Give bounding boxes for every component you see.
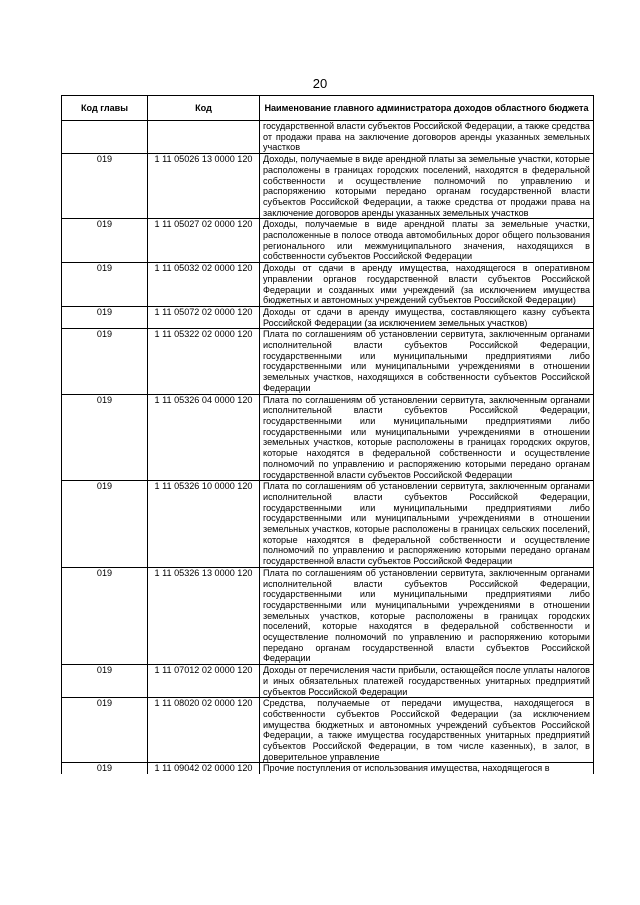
- code-cell: 1 11 05072 02 0000 120: [148, 306, 260, 328]
- code-cell: 1 11 08020 02 0000 120: [148, 698, 260, 763]
- chapter-code-cell: 019: [62, 665, 148, 698]
- description-cell: Плата по соглашениям об установлении сервитута, заключенным органами исполнительной власти субъектов Российской Федерации, государственными или муниципальными предприятиями либо государственными или муниципальными учреждениями в отношении земельных участков, находящихся в собственности субъектов Российской Федерации: [260, 329, 594, 394]
- code-cell: 1 11 07012 02 0000 120: [148, 665, 260, 698]
- table-row: [62, 154, 594, 219]
- table-row: [62, 665, 594, 698]
- code-cell: 1 11 05032 02 0000 120: [148, 263, 260, 307]
- chapter-code-cell: 019: [62, 154, 148, 219]
- header-name: Наименование главного администратора доходов областного бюджета: [260, 96, 594, 121]
- description-cell: Плата по соглашениям об установлении сервитута, заключенным органами исполнительной власти субъектов Российской Федерации, государственными или муниципальными предприятиями либо государственными или муниципальными учреждениями в отношении земельных участков, которые расположены в границах городских поселений, которые находятся в федеральной собственности и осуществление полномочий по управлению и распоряжению которыми передано органам государственной власти субъектов Российской Федерации: [260, 567, 594, 664]
- table-row: [62, 394, 594, 481]
- description-cell: Прочие поступления от использования имущества, находящегося в: [260, 763, 594, 774]
- code-cell: 1 11 09042 02 0000 120: [148, 763, 260, 774]
- description-cell: Доходы от сдачи в аренду имущества, составляющего казну субъекта Российской Федерации (за исключением земельных участков): [260, 306, 594, 328]
- page-number: 20: [312, 76, 328, 91]
- header-chapter-code: Код главы: [62, 96, 148, 121]
- chapter-code-cell: 019: [62, 394, 148, 481]
- code-cell: 1 11 05027 02 0000 120: [148, 219, 260, 263]
- table-row: [62, 567, 594, 664]
- chapter-code-cell: 019: [62, 219, 148, 263]
- chapter-code-cell: 019: [62, 763, 148, 774]
- table-row: [62, 698, 594, 763]
- description-cell: государственной власти субъектов Российской Федерации, а также средства от продажи права на заключение договоров аренды указанных земельных участков: [260, 121, 594, 154]
- code-cell: 1 11 05326 10 0000 120: [148, 481, 260, 568]
- table-row: [62, 263, 594, 307]
- code-cell: 1 11 05322 02 0000 120: [148, 329, 260, 394]
- table-header-row: [62, 96, 594, 121]
- code-cell: 1 11 05326 04 0000 120: [148, 394, 260, 481]
- description-cell: Доходы от перечисления части прибыли, остающейся после уплаты налогов и иных обязательных платежей государственных унитарных предприятий субъектов Российской Федерации: [260, 665, 594, 698]
- chapter-code-cell: [62, 121, 148, 154]
- table-row: [62, 329, 594, 394]
- chapter-code-cell: 019: [62, 698, 148, 763]
- header-code: Код: [148, 96, 260, 121]
- code-cell: 1 11 05026 13 0000 120: [148, 154, 260, 219]
- table-row: [62, 306, 594, 328]
- description-cell: Доходы от сдачи в аренду имущества, находящегося в оперативном управлении органов государственной власти субъектов Российской Федерации и созданных ими учреждений (за исключением имущества бюджетных и автономных учреждений субъектов Российской Федерации): [260, 263, 594, 307]
- description-cell: Доходы, получаемые в виде арендной платы за земельные участки, которые расположены в границах городских поселений, находятся в федеральной собственности и осуществление полномочий по управлению и распоряжению которыми передано органам государственной власти субъектов Российской Федерации, а также средства от продажи права на заключение договоров аренды указанных земельных участков: [260, 154, 594, 219]
- table-row: [62, 481, 594, 568]
- chapter-code-cell: 019: [62, 306, 148, 328]
- chapter-code-cell: 019: [62, 481, 148, 568]
- table-row: [62, 121, 594, 154]
- description-cell: Доходы, получаемые в виде арендной платы за земельные участки, расположенные в полосе отвода автомобильных дорог общего пользования регионального или межмуниципального значения, находящихся в собственности субъектов Российской Федерации: [260, 219, 594, 263]
- chapter-code-cell: 019: [62, 263, 148, 307]
- chapter-code-cell: 019: [62, 329, 148, 394]
- revenue-administrators-table: [61, 95, 594, 774]
- description-cell: Плата по соглашениям об установлении сервитута, заключенным органами исполнительной власти субъектов Российской Федерации, государственными или муниципальными предприятиями либо государственными или муниципальными учреждениями в отношении земельных участков, которые расположены в границах сельских поселений, которые находятся в федеральной собственности и осуществление полномочий по управлению и распоряжению которыми передано органам государственной власти субъектов Российской Федерации: [260, 481, 594, 568]
- table-row: [62, 763, 594, 774]
- description-cell: Плата по соглашениям об установлении сервитута, заключенным органами исполнительной власти субъектов Российской Федерации, государственными или муниципальными предприятиями либо государственными или муниципальными учреждениями в отношении земельных участков, которые расположены в границах городских округов, которые находятся в федеральной собственности и осуществление полномочий по управлению и распоряжению которыми передано органам государственной власти субъектов Российской Федерации: [260, 394, 594, 481]
- code-cell: [148, 121, 260, 154]
- table-row: [62, 219, 594, 263]
- chapter-code-cell: 019: [62, 567, 148, 664]
- description-cell: Средства, получаемые от передачи имущества, находящегося в собственности субъектов Российской Федерации (за исключением имущества бюджетных и автономных учреждений субъектов Российской Федерации, а также имущества государственных унитарных предприятий субъектов Российской Федерации, в том числе казенных), в залог, в доверительное управление: [260, 698, 594, 763]
- code-cell: 1 11 05326 13 0000 120: [148, 567, 260, 664]
